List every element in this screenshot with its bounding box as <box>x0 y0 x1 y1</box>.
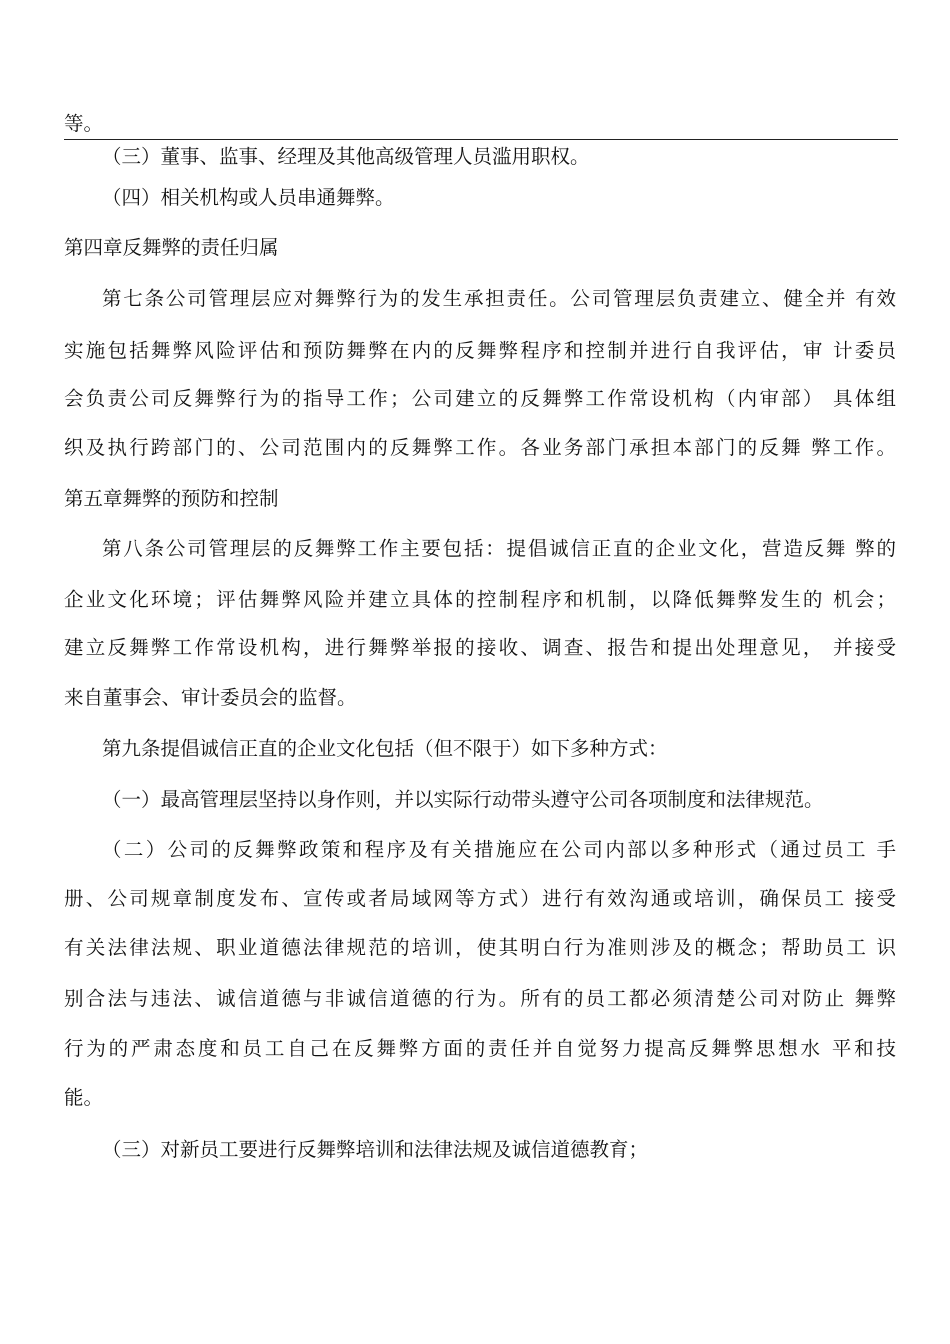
chapter-heading: 第五章舞弊的预防和控制 <box>64 487 279 510</box>
list-item: （一）最高管理层坚持以身作则，并以实际行动带头遵守公司各项制度和法律规范。 <box>102 788 824 811</box>
chapter-heading: 第四章反舞弊的责任归属 <box>64 236 279 259</box>
paragraph-line: 册、公司规章制度发布、宣传或者局域网等方式）进行有效沟通或培训，确保员工 接受 <box>64 887 896 910</box>
paragraph-line: 第八条公司管理层的反舞弊工作主要包括：提倡诚信正直的企业文化，营造反舞 弊的 <box>102 537 896 560</box>
list-item: （四）相关机构或人员串通舞弊。 <box>102 186 395 209</box>
horizontal-rule <box>64 139 898 140</box>
paragraph-line: 能。 <box>64 1086 104 1109</box>
paragraph-line: 会负责公司反舞弊行为的指导工作；公司建立的反舞弊工作常设机构（内审部） 具体组 <box>64 387 896 410</box>
paragraph-line: 来自董事会、审计委员会的监督。 <box>64 686 357 709</box>
paragraph-line: 第七条公司管理层应对舞弊行为的发生承担责任。公司管理层负责建立、健全并 有效 <box>102 287 896 310</box>
paragraph-line: 实施包括舞弊风险评估和预防舞弊在内的反舞弊程序和控制并进行自我评估，审 计委员 <box>64 339 896 362</box>
list-item: （三）董事、监事、经理及其他高级管理人员滥用职权。 <box>102 145 590 168</box>
paragraph-line: 行为的严肃态度和员工自己在反舞弊方面的责任并自觉努力提高反舞弊思想水 平和技 <box>64 1037 896 1060</box>
list-item: （三）对新员工要进行反舞弊培训和法律法规及诚信道德教育； <box>102 1138 649 1161</box>
paragraph-line: 企业文化环境；评估舞弊风险并建立具体的控制程序和机制，以降低舞弊发生的 机会； <box>64 588 896 611</box>
paragraph-line: 有关法律法规、职业道德法律规范的培训，使其明白行为准则涉及的概念；帮助员工 识 <box>64 936 896 959</box>
paragraph-line: 织及执行跨部门的、公司范围内的反舞弊工作。各业务部门承担本部门的反舞 弊工作。 <box>64 436 896 459</box>
paragraph-line: 第九条提倡诚信正直的企业文化包括（但不限于）如下多种方式： <box>102 737 668 760</box>
paragraph-line: 建立反舞弊工作常设机构，进行舞弊举报的接收、调查、报告和提出处理意见， 并接受 <box>64 636 896 659</box>
text-line: 等。 <box>64 112 104 135</box>
paragraph-line: 别合法与违法、诚信道德与非诚信道德的行为。所有的员工都必须清楚公司对防止 舞弊 <box>64 987 896 1010</box>
list-item: （二）公司的反舞弊政策和程序及有关措施应在公司内部以多种形式（通过员工 手 <box>102 838 896 861</box>
